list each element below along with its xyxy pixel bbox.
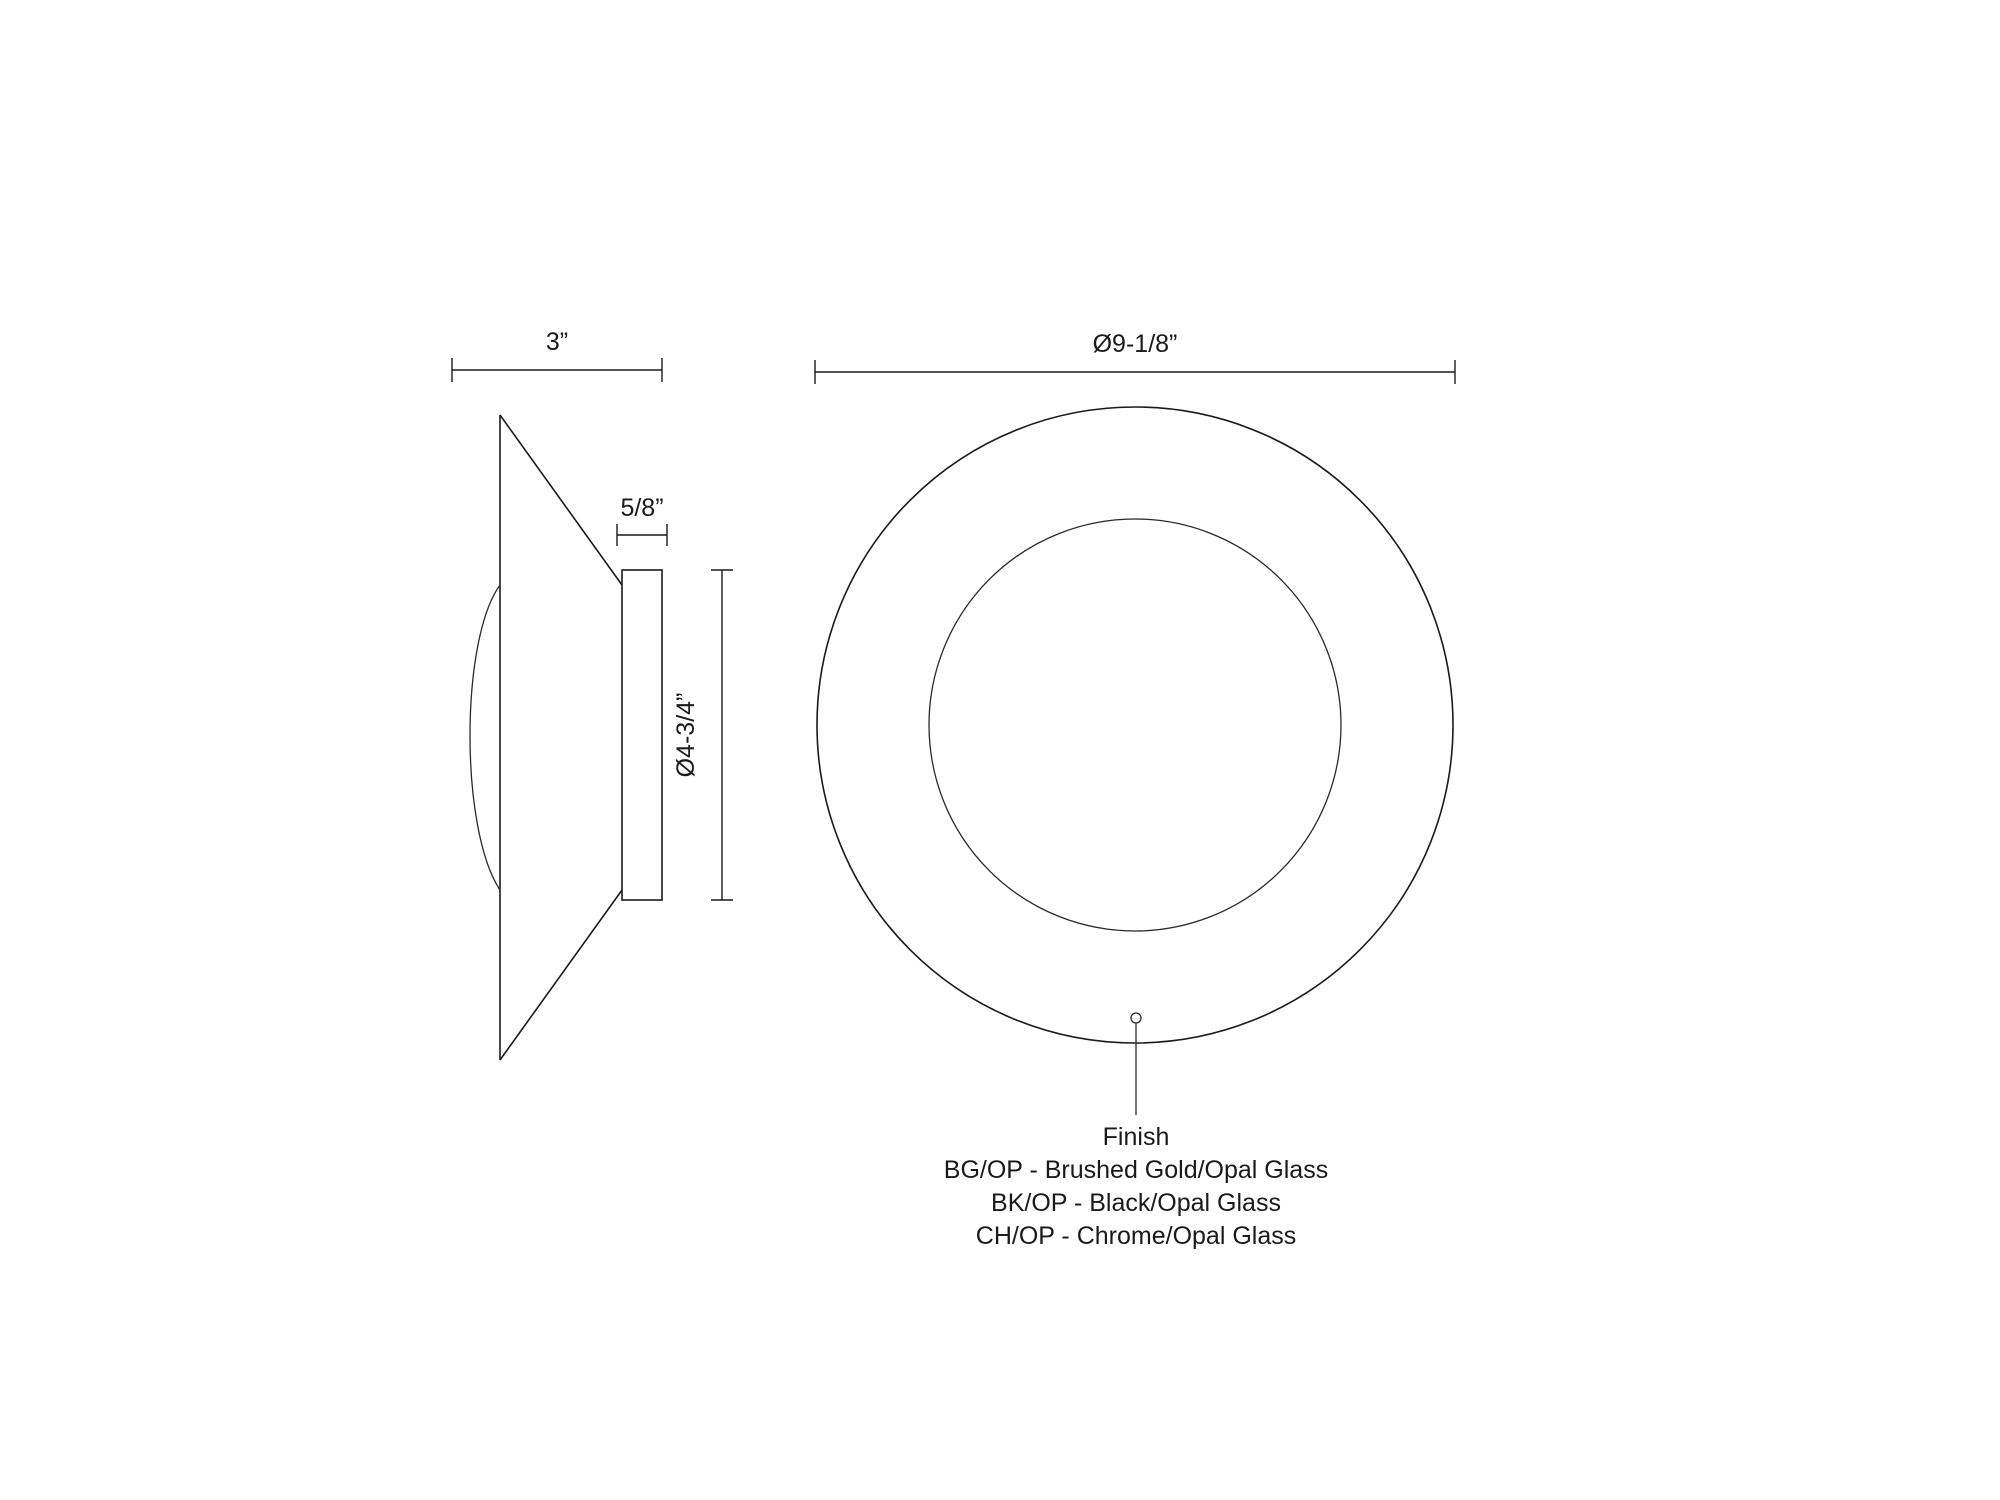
- side-backplate: [622, 570, 662, 900]
- dimension-backplate-diameter: [672, 570, 733, 900]
- dimension-backplate-depth: [617, 494, 667, 546]
- side-shade-upper-taper: [500, 415, 622, 585]
- side-diffuser-curve: [470, 585, 500, 890]
- finish-option-0: BG/OP - Brushed Gold/Opal Glass: [943, 1156, 1329, 1184]
- side-shade-lower-taper: [500, 890, 622, 1060]
- finish-callout-text: [944, 1123, 1328, 1250]
- front-inner-circle: [929, 519, 1341, 931]
- finish-heading: Finish: [1102, 1123, 1170, 1151]
- finish-option-1: BK/OP - Black/Opal Glass: [991, 1189, 1281, 1217]
- depth-dim-label: 3”: [545, 328, 569, 356]
- front-view: [817, 407, 1453, 1043]
- dimension-shade-diameter: [815, 330, 1455, 384]
- shade-dia-label: Ø9-1/8”: [1092, 330, 1178, 358]
- backplate-depth-label: 5/8”: [620, 494, 664, 522]
- front-outer-circle: [817, 407, 1453, 1043]
- leader-origin-dot: [1131, 1013, 1141, 1023]
- finish-callout-leader: [1131, 1013, 1141, 1115]
- dimension-depth-overall: [452, 328, 662, 382]
- backplate-dia-label: Ø4-3/4”: [672, 692, 700, 778]
- finish-option-2: CH/OP - Chrome/Opal Glass: [975, 1222, 1297, 1250]
